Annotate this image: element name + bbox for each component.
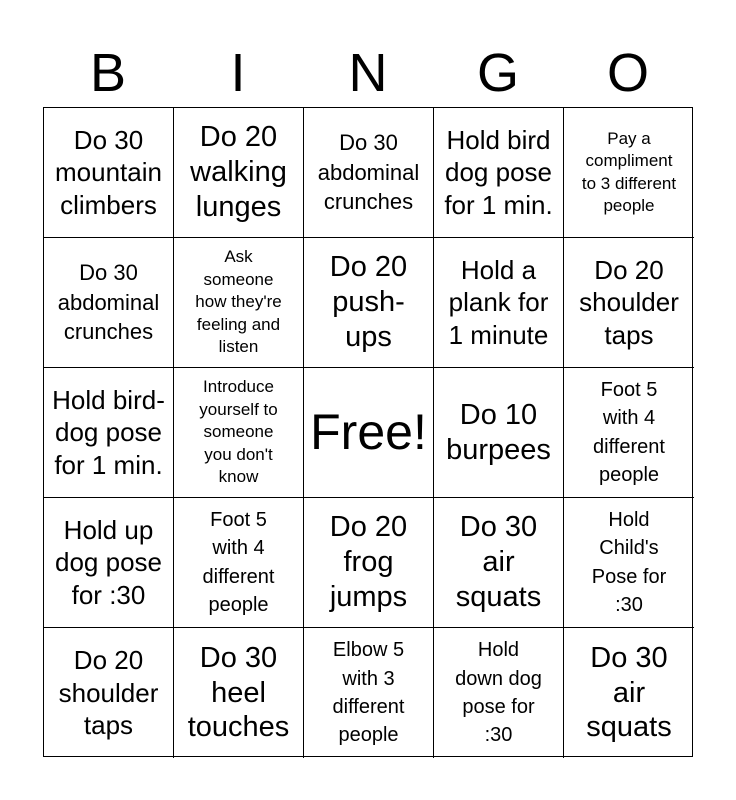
- bingo-cell[interactable]: Hold a plank for 1 minute: [434, 238, 564, 368]
- bingo-cell[interactable]: Introduce yourself to someone you don't know: [174, 368, 304, 498]
- bingo-cell[interactable]: Do 20 frog jumps: [304, 498, 434, 628]
- bingo-cell[interactable]: Hold bird- dog pose for 1 min.: [44, 368, 174, 498]
- bingo-cell[interactable]: Do 30 mountain climbers: [44, 108, 174, 238]
- bingo-cell[interactable]: Do 20 walking lunges: [174, 108, 304, 238]
- bingo-cell[interactable]: Do 30 abdominal crunches: [44, 238, 174, 368]
- bingo-cell[interactable]: Foot 5 with 4 different people: [564, 368, 694, 498]
- header-letter-o: O: [606, 43, 649, 103]
- bingo-cell[interactable]: Do 20 shoulder taps: [44, 628, 174, 758]
- header-letter-g: G: [476, 43, 519, 103]
- bingo-cell[interactable]: Ask someone how they're feeling and listen: [174, 238, 304, 368]
- bingo-cell[interactable]: Hold up dog pose for :30: [44, 498, 174, 628]
- bingo-cell[interactable]: Do 30 air squats: [586, 641, 672, 744]
- bingo-cell[interactable]: Do 30 heel touches: [174, 628, 304, 758]
- bingo-cell[interactable]: Hold down dog pose for :30: [434, 628, 564, 758]
- bingo-cell[interactable]: Elbow 5 with 3 different people: [304, 628, 434, 758]
- header-letter-i: I: [230, 43, 246, 103]
- bingo-cell[interactable]: Do 20 shoulder taps: [564, 238, 694, 368]
- bingo-cell[interactable]: Hold Child's Pose for :30: [564, 498, 694, 628]
- bingo-cell[interactable]: Hold bird dog pose for 1 min.: [434, 108, 564, 238]
- header-letter-n: N: [348, 43, 388, 103]
- bingo-board: [43, 107, 693, 757]
- bingo-cell[interactable]: Do 20 push- ups: [304, 238, 434, 368]
- bingo-header: [43, 38, 693, 108]
- header-letter-b: B: [89, 43, 127, 103]
- bingo-cell[interactable]: Pay a compliment to 3 different people: [564, 108, 694, 238]
- free-space-cell[interactable]: Free!: [304, 368, 434, 498]
- bingo-cell[interactable]: Do 30 abdominal crunches: [304, 108, 434, 238]
- bingo-cell[interactable]: Do 10 burpees: [434, 368, 564, 498]
- bingo-cell[interactable]: Foot 5 with 4 different people: [174, 498, 304, 628]
- bingo-cell[interactable]: Do 30 air squats: [434, 498, 564, 628]
